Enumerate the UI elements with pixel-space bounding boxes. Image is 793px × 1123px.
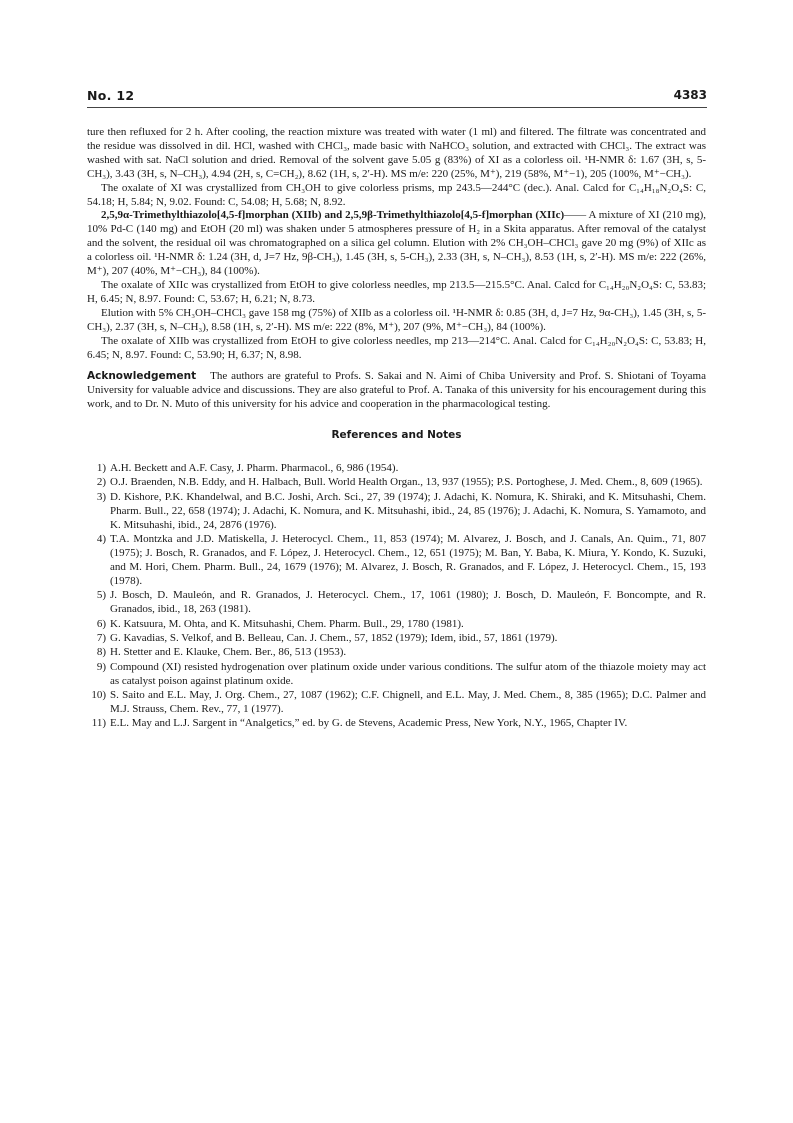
reference-text: D. Kishore, P.K. Khandelwal, and B.C. Joshi, Arch. Sci., 27, 39 (1974); J. Adachi, K. Nomura, K. Shiraki, and K. Mitsuhashi, Chem. Pharm. Bull., 22, 658 (1974); J. Adachi, K. Nomura, and K. Mitsuhashi, ibid., 24, 85 (1976); J. Adachi, K. Nomura, S. Yamamoto, and K. Mitsuhashi, ibid., 24, 2876 (1976). bbox=[110, 490, 706, 531]
reference-list bbox=[87, 462, 706, 731]
reference-item bbox=[87, 589, 706, 617]
article-body bbox=[87, 126, 706, 732]
reference-item bbox=[87, 491, 706, 533]
acknowledgement-paragraph bbox=[87, 370, 706, 412]
reference-number: 10) bbox=[91, 689, 106, 702]
reference-text: E.L. May and L.J. Sargent in “Analgetics,” ed. by G. de Stevens, Academic Press, New York, N.Y., 1965, Chapter IV. bbox=[110, 717, 628, 730]
reference-item bbox=[87, 533, 706, 589]
reference-item bbox=[87, 476, 706, 490]
reference-text: S. Saito and E.L. May, J. Org. Chem., 27, 1087 (1962); C.F. Chignell, and E.L. May, J. Med. Chem., 8, 385 (1965); D.C. Palmer and M.J. Strauss, Chem. Rev., 77, 1 (1977). bbox=[110, 689, 706, 715]
reference-number: 6) bbox=[96, 617, 106, 630]
reference-text: O.J. Braenden, N.B. Eddy, and H. Halbach, Bull. World Health Organ., 13, 937 (1955); P.S. Portoghese, J. Med. Chem., 8, 609 (1965). bbox=[110, 476, 703, 489]
page-number: 4383 bbox=[673, 88, 707, 102]
reference-number: 3) bbox=[96, 490, 106, 503]
experimental-paragraph: The oxalate of XIIc was crystallized from EtOH to give colorless needles, mp 213.5—215.5°C. Anal. Calcd for C₁₄H₂₀N₂O₄S: C, 53.83; H, 6.45; N, 8.97. Found: C, 53.67; H, 6.21; N, 8.73. bbox=[87, 278, 706, 305]
reference-item bbox=[87, 717, 706, 731]
experimental-paragraph bbox=[87, 209, 706, 279]
acknowledgement-text: The authors are grateful to Profs. S. Sakai and N. Aimi of Chiba University and Prof. S. Shiotani of Toyama University for valuable advice and discussions. They are also grateful to Prof. A. Tanaka of this university for his encouragement during this work, and to Dr. N. Muto of this university for his advice and cooperation in the pharmacological testing. bbox=[87, 370, 706, 411]
reference-number: 7) bbox=[96, 631, 106, 644]
reference-item bbox=[87, 646, 706, 660]
reference-number: 9) bbox=[96, 660, 106, 673]
reference-number: 2) bbox=[96, 476, 106, 489]
reference-number: 11) bbox=[91, 717, 106, 730]
reference-text: J. Bosch, D. Mauleón, and R. Granados, J. Heterocycl. Chem., 17, 1061 (1980); J. Bosch, D. Mauleón, F. Boncompte, and R. Granados, ibid., 18, 263 (1981). bbox=[110, 589, 706, 616]
reference-item bbox=[87, 618, 706, 632]
reference-number: 8) bbox=[96, 646, 106, 659]
compound-procedure: —— A mixture of XI (210 mg), 10% Pd-C (140 mg) and EtOH (20 ml) was shaken under 5 atmospheres pressure of H₂ in a Skita apparatus. After removal of the catalyst and the solvent, the residual oil was chromatographed on a silica gel column. Elution with 2% CH₃OH–CHCl₃ gave 20 mg (9%) of XIIc as a colorless oil. ¹H-NMR δ: 1.24 (3H, d, J=7 Hz, 9β-CH₃), 1.45 (3H, s, 5-CH₃), 2.33 (3H, s, N–CH₃), 8.53 (1H, s, 2′-H). MS m/e: 222 (26%, M⁺), 207 (40%, M⁺−CH₃), 84 (100%). bbox=[87, 209, 706, 278]
reference-text: H. Stetter and E. Klauke, Chem. Ber., 86, 513 (1953). bbox=[110, 646, 347, 659]
reference-item bbox=[87, 689, 706, 717]
experimental-paragraph: ture then refluxed for 2 h. After cooling, the reaction mixture was treated with water (1 ml) and filtered. The filtrate was concentrated and the residue was dissolved in dil. HCl, washed with CHCl₃, made basic with NaHCO₃ solution, and extracted with CHCl₃. The extract was washed with sat. NaCl solution and dried. Removal of the solvent gave 5.05 g (83%) of XI as a colorless oil. ¹H-NMR δ: 1.67 (3H, s, 5-CH₃), 3.43 (3H, s, N–CH₃), 4.94 (2H, s, C=CH₂), 8.62 (1H, s, 2′-H). MS m/e: 220 (25%, M⁺), 219 (58%, M⁺−1), 205 (100%, M⁺−CH₃). bbox=[87, 126, 706, 180]
acknowledgement-heading: Acknowledgement bbox=[87, 370, 197, 383]
reference-number: 5) bbox=[96, 589, 106, 602]
header-rule bbox=[87, 107, 707, 108]
reference-number: 1) bbox=[96, 462, 106, 475]
reference-item bbox=[87, 661, 706, 689]
reference-text: K. Katsuura, M. Ohta, and K. Mitsuhashi, Chem. Pharm. Bull., 29, 1780 (1981). bbox=[110, 617, 464, 630]
reference-text: Compound (XI) resisted hydrogenation over platinum oxide under various conditions. The sulfur atom of the thiazole moiety may act as catalyst poison against platinum oxide. bbox=[110, 660, 706, 687]
page-header bbox=[87, 88, 707, 110]
journal-issue-number: No. 12 bbox=[87, 88, 135, 103]
reference-text: A.H. Beckett and A.F. Casy, J. Pharm. Pharmacol., 6, 986 (1954). bbox=[110, 462, 399, 475]
experimental-paragraph: The oxalate of XI was crystallized from CH₃OH to give colorless prisms, mp 243.5—244°C (dec.). Anal. Calcd for C₁₄H₁₈N₂O₄S: C, 54.18; H, 5.84; N, 9.02. Found: C, 54.08; H, 5.68; N, 8.92. bbox=[87, 181, 706, 208]
experimental-paragraph: Elution with 5% CH₃OH–CHCl₃ gave 158 mg (75%) of XIIb as a colorless oil. ¹H-NMR δ: 0.85 (3H, d, J=7 Hz, 9α-CH₃), 1.45 (3H, s, 5-CH₃), 2.37 (3H, s, N–CH₃), 8.58 (1H, s, 2′-H). MS m/e: 222 (8%, M⁺), 207 (9%, M⁺−CH₃), 84 (100%). bbox=[87, 306, 706, 333]
reference-number: 4) bbox=[96, 533, 106, 546]
reference-item bbox=[87, 462, 706, 476]
experimental-paragraph: The oxalate of XIIb was crystallized from EtOH to give colorless needles, mp 213—214°C. Anal. Calcd for C₁₄H₂₀N₂O₄S: C, 53.83; H, 6.45; N, 8.97. Found: C, 53.90; H, 6.37; N, 8.98. bbox=[87, 334, 706, 361]
references-heading: References and Notes bbox=[331, 429, 462, 442]
reference-text: G. Kavadias, S. Velkof, and B. Belleau, Can. J. Chem., 57, 1852 (1979); Idem, ibid., 57, 1861 (1979). bbox=[110, 631, 558, 644]
compound-heading: 2,5,9α-Trimethylthiazolo[4,5-f]morphan (XIIb) and 2,5,9β-Trimethylthiazolo[4,5-f]morphan (XIIc) bbox=[101, 209, 565, 222]
reference-text: T.A. Montzka and J.D. Matiskella, J. Heterocycl. Chem., 11, 853 (1974); M. Alvarez, J. Bosch, and J. Canals, An. Quim., 71, 807 (1975); J. Bosch, R. Granados, and F. López, J. Heterocycl. Chem., 12, 651 (1975); M. Ban, Y. Baba, K. Miura, Y. Kondo, K. Suzuki, and M. Hori, Chem. Pharm. Bull., 24, 1679 (1976); M. Alvarez, J. Bosch, R. Granados, and F. López, J. Heterocycl. Chem., 15, 193 (1978). bbox=[110, 533, 706, 587]
reference-item bbox=[87, 632, 706, 646]
